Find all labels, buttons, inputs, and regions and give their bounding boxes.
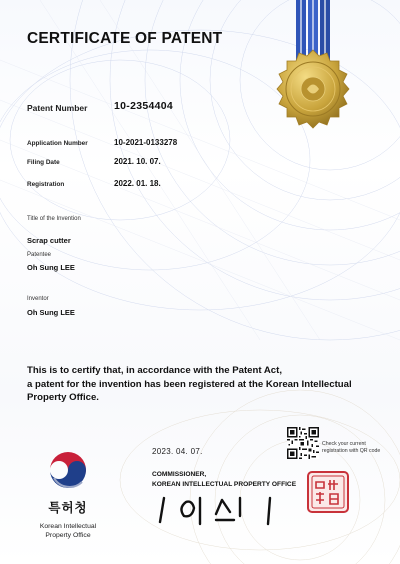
commissioner-line-1: COMMISSIONER,: [152, 471, 207, 478]
certificate-title: CERTIFICATE OF PATENT: [27, 30, 223, 47]
qr-note: Check your current registration with QR code: [322, 441, 381, 454]
official-stamp-icon: [306, 470, 350, 514]
invention-title-label: Title of the Invention: [27, 216, 81, 222]
registration-label: Registration: [27, 181, 65, 188]
office-korean-name: 특허청: [48, 501, 88, 515]
inventor-value: Oh Sung LEE: [27, 308, 75, 317]
filing-date-label: Filing Date: [27, 159, 60, 166]
commissioner-title: [152, 470, 296, 490]
qr-code-icon: [287, 427, 319, 459]
registration-value: 2022. 01. 18.: [114, 179, 161, 188]
application-number-label: Application Number: [27, 140, 88, 147]
filing-date-value: 2021. 10. 07.: [114, 157, 161, 166]
issue-date: 2023. 04. 07.: [152, 447, 203, 456]
patentee-value: Oh Sung LEE: [27, 263, 75, 272]
taegeuk-logo-icon: [46, 448, 90, 492]
statement-line-3: Property Office.: [27, 392, 99, 403]
invention-title-value: Scrap cutter: [27, 236, 71, 245]
inventor-label: Inventor: [27, 296, 49, 302]
patent-number-label: Patent Number: [27, 103, 88, 113]
certification-statement: [27, 364, 387, 405]
office-english-line-1: Korean Intellectual: [39, 523, 97, 530]
patent-number-value: 10-2354404: [114, 100, 174, 112]
signature-icon: [150, 492, 280, 528]
statement-line-1: This is to certify that, in accordance with the Patent Act,: [27, 365, 282, 376]
patentee-label: Patentee: [27, 252, 52, 258]
commissioner-line-2: KOREAN INTELLECTUAL PROPERTY OFFICE: [152, 481, 297, 488]
application-number-value: 10-2021-0133278: [114, 138, 178, 147]
gold-seal-icon: [268, 44, 358, 134]
statement-line-2: a patent for the invention has been registered at the Korean Intellectual: [27, 378, 352, 390]
office-english-name: [0, 522, 136, 540]
office-english-line-2: Property Office: [45, 532, 91, 539]
